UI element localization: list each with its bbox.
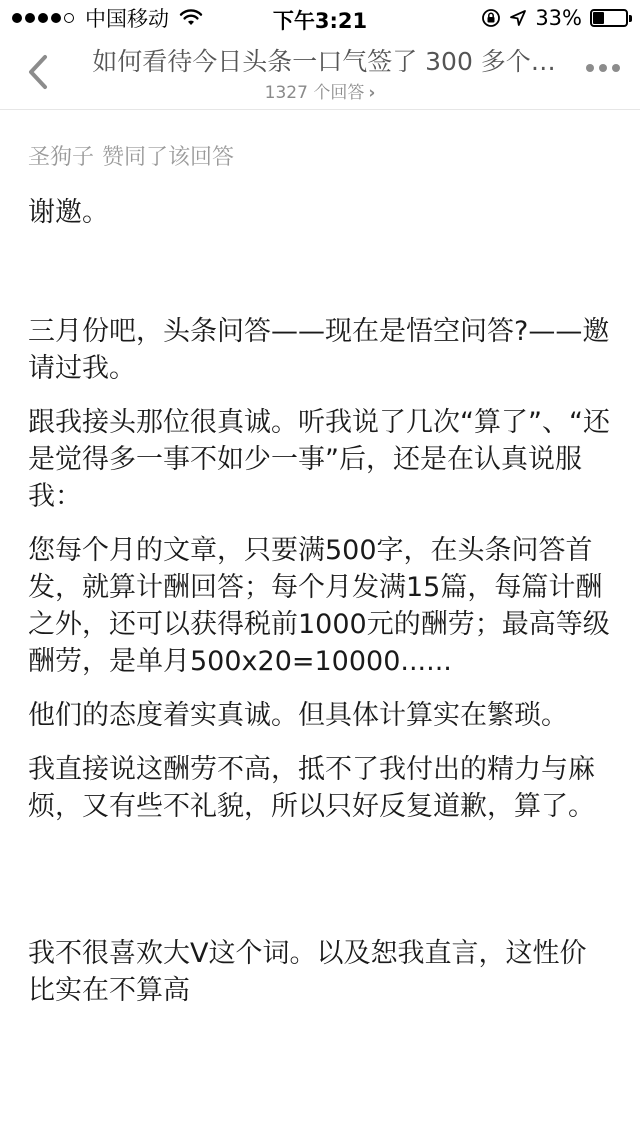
- answer-paragraph: 我不很喜欢大V这个词。以及恕我直言，这性价比实在不算高: [28, 938, 587, 1006]
- status-bar: [0, 0, 640, 36]
- more-dot-icon: [612, 64, 620, 72]
- more-dot-icon: [586, 64, 594, 72]
- question-title[interactable]: 如何看待今日头条一口气签了 300 多个…: [92, 47, 556, 76]
- activity-action: 赞同了该回答: [102, 145, 235, 170]
- answer-paragraph: 三月份吧，头条问答——现在是悟空问答?——邀请过我。: [28, 316, 610, 384]
- answer-paragraph: 跟我接头那位很真诚。听我说了几次“算了”、“还是觉得多一事不如少一事”后，还是在认真说服我：: [28, 407, 610, 512]
- chevron-right-icon: ›: [368, 83, 376, 103]
- status-time: 下午3:21: [272, 9, 368, 33]
- battery-percent: 33%: [535, 6, 582, 30]
- answer-paragraph: 谢邀。: [28, 197, 109, 228]
- answer-body: [28, 194, 612, 1009]
- status-right: [473, 5, 628, 31]
- carrier-name: 中国移动: [85, 7, 169, 31]
- answer-count-link[interactable]: [0, 78, 640, 103]
- answer-paragraph: 他们的态度着实真诚。但具体计算实在繁琐。: [28, 700, 568, 731]
- answer-paragraph: 我直接说这酬劳不高，抵不了我付出的精力与麻烦，又有些不礼貌，所以只好反复道歉，算了。: [28, 754, 595, 822]
- more-options-button[interactable]: [581, 64, 620, 72]
- activity-user[interactable]: 圣狗子: [28, 145, 95, 170]
- location-arrow-icon: [509, 9, 527, 27]
- battery-icon: [590, 9, 628, 27]
- more-dot-icon: [599, 64, 607, 72]
- rotation-lock-icon: [481, 8, 501, 28]
- activity-line: [28, 140, 234, 171]
- battery-level-fill: [593, 12, 604, 24]
- nav-bar: [0, 36, 640, 110]
- answer-paragraph: 您每个月的文章，只要满500字，在头条问答首发，就算计酬回答；每个月发满15篇，每篇计酬之外，还可以获得税前1000元的酬劳；最高等级酬劳，是单月500x20=10000......: [28, 535, 610, 677]
- answer-count-label: 1327 个回答: [264, 83, 365, 103]
